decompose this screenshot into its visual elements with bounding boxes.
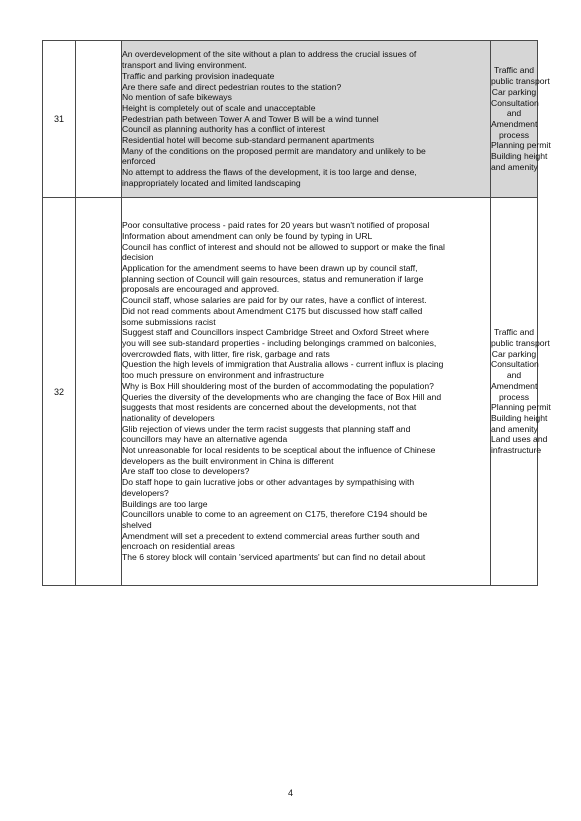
issue-line: Planning permit xyxy=(491,402,551,413)
empty-cell xyxy=(76,41,122,198)
comment-line: overcrowded flats, with litter, fire risk, garbage and rats xyxy=(122,348,330,359)
comment-line: Glib rejection of views under the term racist suggests that planning staff and xyxy=(122,423,411,434)
submissions-table xyxy=(42,40,551,586)
comment-line: Pedestrian path between Tower A and Tower B will be a wind tunnel xyxy=(122,113,379,124)
comment-line: Height is completely out of scale and unacceptable xyxy=(122,102,316,113)
comment-line: inappropriately located and limited landscaping xyxy=(122,177,301,188)
issue-line: and amenity xyxy=(491,161,538,172)
issues-cell xyxy=(491,41,551,198)
issue-line: Traffic and xyxy=(493,65,535,76)
comment-line: Council as planning authority has a conflict of interest xyxy=(122,124,326,135)
comment-line: The 6 storey block will contain 'serviced apartments' but can find no detail about xyxy=(122,552,426,563)
comment-line: Buildings are too large xyxy=(122,498,208,509)
comment-line: enforced xyxy=(122,156,156,167)
comment-line: Residential hotel will become sub-standard permanent apartments xyxy=(122,135,375,146)
comment-line: transport and living environment. xyxy=(122,60,247,71)
comment-line: Council has conflict of interest and should not be allowed to support or make the final xyxy=(122,241,445,252)
comment-line: Question the high levels of immigration that Australia allows - current influx is placing xyxy=(122,359,444,370)
issue-line: process xyxy=(498,391,530,402)
issues-cell xyxy=(491,198,551,586)
comment-line: encroach on residential areas xyxy=(122,541,235,552)
table-row xyxy=(43,198,538,586)
comment-line: Suggest staff and Councillors inspect Cambridge Street and Oxford Street where xyxy=(122,327,429,338)
comment-line: Poor consultative process - paid rates for 20 years but wasn't notified of proposal xyxy=(122,220,430,231)
issue-line: and xyxy=(506,370,522,381)
comment-line: planning section of Council will gain resources, status and remuneration if large xyxy=(122,273,424,284)
comment-line: Traffic and parking provision inadequate xyxy=(122,70,275,81)
submission-number: 31 xyxy=(43,41,76,198)
comment-line: Many of the conditions on the proposed permit are mandatory and unlikely to be xyxy=(122,145,426,156)
issue-line: Consultation xyxy=(491,359,539,370)
comment-line: suggests that most residents are concerned about the developments, not that xyxy=(122,402,417,413)
comment-line: No mention of safe bikeways xyxy=(122,92,232,103)
issue-line: public transport xyxy=(491,76,550,87)
issue-line: Consultation xyxy=(491,97,539,108)
issue-line: Amendment xyxy=(491,119,538,129)
comment-line: nationality of developers xyxy=(122,412,215,423)
comment-line: No attempt to address the flaws of the development, it is too large and dense, xyxy=(122,167,417,178)
issue-line: Amendment xyxy=(491,380,538,391)
issue-line: Planning permit xyxy=(491,140,551,151)
comment-line: Do staff hope to gain lucrative jobs or other advantages by sympathising with xyxy=(122,477,415,488)
submission-number: 32 xyxy=(43,198,76,586)
issue-line: and xyxy=(506,108,522,119)
comment-line: Not unreasonable for local residents to be sceptical about the influence of Chinese xyxy=(122,445,436,456)
issue-line: and amenity xyxy=(491,423,538,434)
comment-line: councillors may have an alternative agenda xyxy=(122,434,288,445)
comment-line: you will see sub-standard properties - including belongings crammed on balconies, xyxy=(122,337,437,348)
comment-line: Are staff too close to developers? xyxy=(122,466,250,477)
table-row xyxy=(43,41,538,198)
issue-line: Traffic and xyxy=(493,327,535,338)
comment-line: Are there safe and direct pedestrian routes to the station? xyxy=(122,81,342,92)
comment-line: Amendment will set a precedent to extend commercial areas further south and xyxy=(122,530,420,541)
comment-line: too much pressure on environment and infrastructure xyxy=(122,370,325,381)
comment-line: shelved xyxy=(122,519,152,530)
comment-line: developers? xyxy=(122,487,169,498)
comment-line: An overdevelopment of the site without a plan to address the crucial issues of xyxy=(122,49,417,60)
comments-cell xyxy=(122,198,491,586)
empty-cell xyxy=(76,198,122,586)
comment-line: some submissions racist xyxy=(122,316,216,327)
comment-line: proposals are encouraged and approved. xyxy=(122,284,280,295)
issue-line: public transport xyxy=(491,337,550,348)
comment-line: Council staff, whose salaries are paid for by our rates, have a conflict of interest. xyxy=(122,295,427,306)
comment-line: Why is Box Hill shouldering most of the burden of accommodating the population? xyxy=(122,380,434,391)
comments-cell xyxy=(122,41,491,198)
issue-line: Car parking xyxy=(491,86,537,97)
issue-line: Car parking xyxy=(491,348,537,359)
comment-line: decision xyxy=(122,252,154,263)
comment-line: Queries the diversity of the developments who are changing the face of Box Hill and xyxy=(122,391,442,402)
comment-line: Information about amendment can only be found by typing in URL xyxy=(122,230,373,241)
page-number: 4 xyxy=(287,788,293,798)
comment-line: Did not read comments about Amendment C175 but discussed how staff called xyxy=(122,305,423,316)
issue-line: infrastructure xyxy=(491,445,542,456)
issue-line: Building height xyxy=(491,151,548,162)
comment-line: Councillors unable to come to an agreement on C175, therefore C194 should be xyxy=(122,509,428,520)
comment-line: developers as the built environment in China is different xyxy=(122,455,334,466)
issue-line: process xyxy=(498,129,530,140)
issue-line: Building height xyxy=(491,412,548,423)
comment-line: Application for the amendment seems to have been drawn up by council staff, xyxy=(122,263,418,274)
issue-line: Land uses and xyxy=(491,434,548,445)
